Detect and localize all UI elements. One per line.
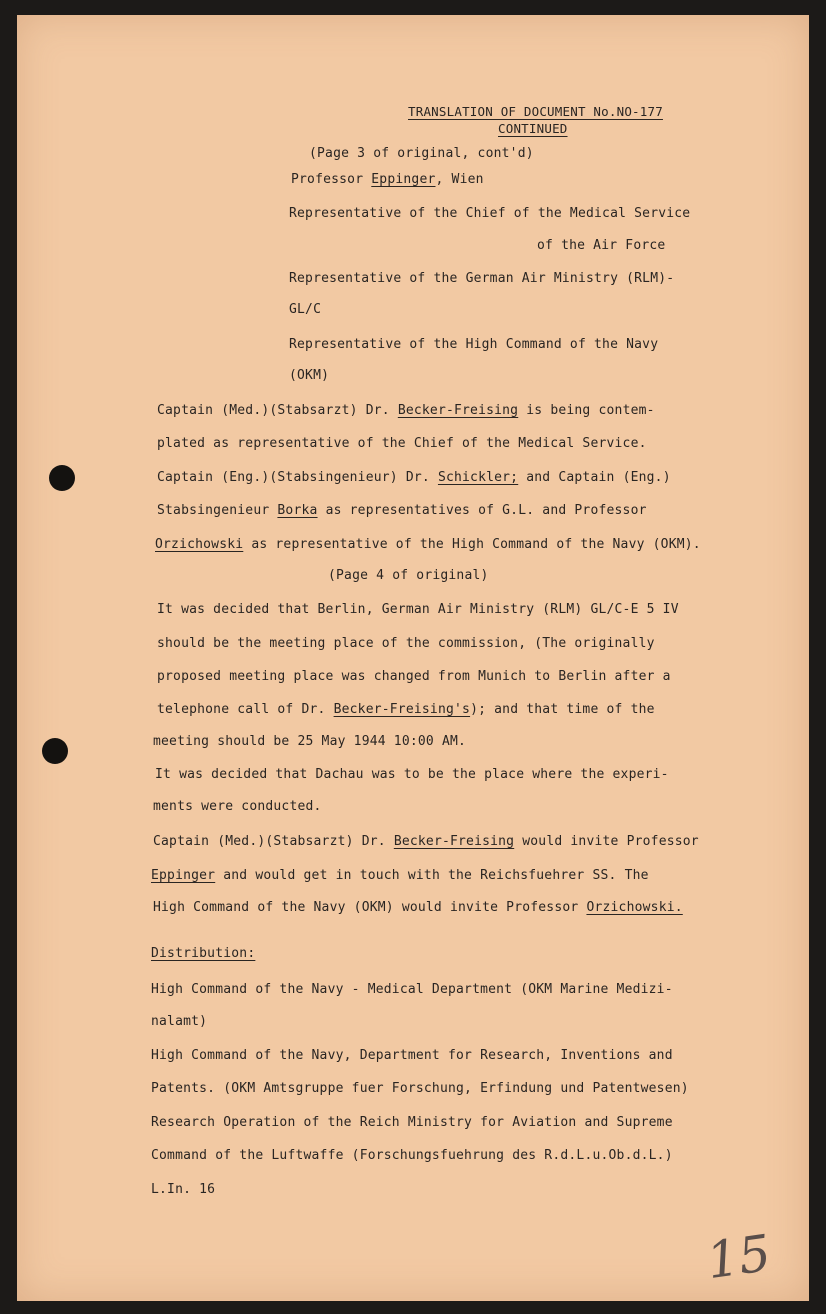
attendee-eppinger-prefix: Professor xyxy=(291,172,372,187)
para1-line-5-b: as representative of the High Command of the Navy (OKM). xyxy=(243,537,701,552)
distribution-item-3-line-2: Command of the Luftwaffe (Forschungsfuehrung des R.d.L.u.Ob.d.L.) xyxy=(151,1148,673,1163)
para2-line-3: proposed meeting place was changed from Munich to Berlin after a xyxy=(157,669,671,684)
document-header-title: TRANSLATION OF DOCUMENT No.NO-177 xyxy=(408,104,663,119)
attendee-eppinger-name: Eppinger xyxy=(371,172,436,187)
para1-line-1-c: is being contem- xyxy=(518,403,655,418)
para1-line-1 xyxy=(157,403,655,418)
para4-line-2-b: and would get in touch with the Reichsfuehrer SS. The xyxy=(215,868,649,883)
para1-line-3 xyxy=(157,470,671,485)
becker-freising-name: Becker-Freising xyxy=(397,403,519,418)
para4-line-3-a: High Command of the Navy (OKM) would invite Professor xyxy=(153,900,587,915)
rep-medical-line-1: Representative of the Chief of the Medical Service xyxy=(289,206,691,221)
rep-medical-line-2: of the Air Force xyxy=(537,238,666,253)
para3-line-2: ments were conducted. xyxy=(153,799,322,814)
becker-freising-name: Becker-Freising's xyxy=(333,702,471,717)
distribution-heading: Distribution: xyxy=(151,946,256,961)
para1-line-4 xyxy=(157,503,647,518)
para1-line-1-a: Captain (Med.)(Stabsarzt) Dr. xyxy=(157,403,398,418)
becker-freising-name: Becker-Freising xyxy=(393,834,515,849)
distribution-item-2-line-2: Patents. (OKM Amtsgruppe fuer Forschung, Erfindung und Patentwesen) xyxy=(151,1081,689,1096)
attendee-eppinger xyxy=(291,172,484,187)
orzichowski-name: Orzichowski xyxy=(155,537,244,552)
para1-line-4-a: Stabsingenieur xyxy=(157,503,278,518)
distribution-item-1-line-1: High Command of the Navy - Medical Department (OKM Marine Medizi- xyxy=(151,982,673,997)
para2-line-2: should be the meeting place of the commission, (The originally xyxy=(157,636,655,651)
attendee-eppinger-suffix: , Wien xyxy=(435,172,484,187)
page-3-note: (Page 3 of original, cont'd) xyxy=(309,146,534,161)
para4-line-1-c: would invite Professor xyxy=(514,834,699,849)
punch-hole-upper xyxy=(49,465,75,491)
schickler-name: Schickler; xyxy=(437,470,519,485)
page-4-note: (Page 4 of original) xyxy=(328,568,489,583)
para4-line-3 xyxy=(153,900,683,915)
para4-line-2 xyxy=(151,868,649,883)
rep-navy-line-2: (OKM) xyxy=(289,368,330,383)
para1-line-3-c: and Captain (Eng.) xyxy=(518,470,671,485)
para2-line-4 xyxy=(157,702,655,717)
para2-line-4-c: ); and that time of the xyxy=(470,702,655,717)
para2-line-1: It was decided that Berlin, German Air Ministry (RLM) GL/C-E 5 IV xyxy=(157,602,679,617)
rep-rlm-line-1: Representative of the German Air Ministry (RLM)- xyxy=(289,271,675,286)
punch-hole-lower xyxy=(42,738,68,764)
rep-rlm-line-2: GL/C xyxy=(289,302,322,317)
distribution-item-3-line-1: Research Operation of the Reich Ministry for Aviation and Supreme xyxy=(151,1115,673,1130)
para4-line-1-a: Captain (Med.)(Stabsarzt) Dr. xyxy=(153,834,394,849)
para1-line-3-a: Captain (Eng.)(Stabsingenieur) Dr. xyxy=(157,470,438,485)
handwritten-page-number: 15 xyxy=(703,1223,775,1291)
eppinger-name: Eppinger xyxy=(151,868,216,883)
para1-line-4-c: as representatives of G.L. and Professor xyxy=(317,503,647,518)
para3-line-1: It was decided that Dachau was to be the place where the experi- xyxy=(155,767,669,782)
orzichowski-name: Orzichowski. xyxy=(586,900,683,915)
distribution-item-4: L.In. 16 xyxy=(151,1182,216,1197)
para2-line-4-a: telephone call of Dr. xyxy=(157,702,334,717)
borka-name: Borka xyxy=(277,503,318,518)
distribution-item-1-line-2: nalamt) xyxy=(151,1014,208,1029)
distribution-item-2-line-1: High Command of the Navy, Department for Research, Inventions and xyxy=(151,1048,673,1063)
para1-line-2: plated as representative of the Chief of the Medical Service. xyxy=(157,436,647,451)
para4-line-1 xyxy=(153,834,699,849)
para2-line-5: meeting should be 25 May 1944 10:00 AM. xyxy=(153,734,467,749)
rep-navy-line-1: Representative of the High Command of the Navy xyxy=(289,337,659,352)
para1-line-5 xyxy=(155,537,701,552)
document-header-continued: CONTINUED xyxy=(498,121,568,136)
